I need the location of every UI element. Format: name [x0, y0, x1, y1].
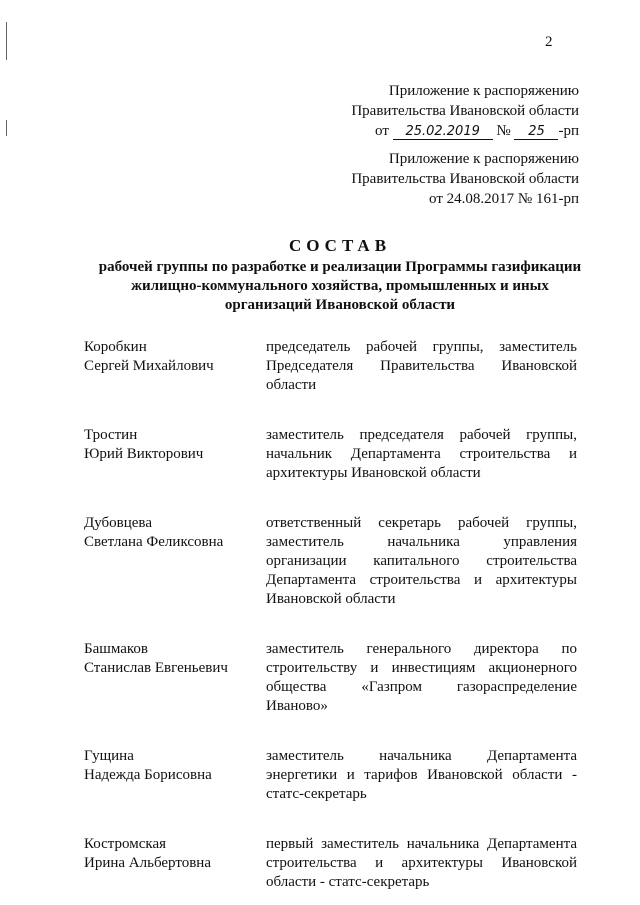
member-given-name: Юрий Викторович: [84, 446, 204, 462]
annex-line: Приложение к распоряжению: [388, 83, 579, 99]
member-given-name: Светлана Феликсовна: [84, 534, 224, 550]
subtitle-line: рабочей группы по разработке и реализации Программы газификации: [98, 259, 582, 275]
member-name: [84, 640, 266, 716]
annex-original-header: [351, 149, 579, 209]
member-given-name: Станислав Евгеньевич: [84, 660, 228, 676]
member-role: председатель рабочей группы, заместитель Председателя Правительства Ивановской области: [266, 339, 577, 393]
member-role: заместитель начальника Департамента энергетики и тарифов Ивановской области - статс-секретарь: [266, 748, 577, 802]
from-label: от: [375, 123, 389, 139]
member-name: [84, 514, 266, 609]
member-role: заместитель председателя рабочей группы, начальник Департамента строительства и архитектуры Ивановской области: [266, 427, 577, 481]
member-name: [84, 426, 266, 483]
member-row: [84, 514, 577, 609]
document-title-block: [40, 236, 640, 315]
member-given-name: Ирина Альбертовна: [84, 855, 211, 871]
member-surname: Гущина: [84, 748, 134, 764]
member-surname: Тростин: [84, 427, 138, 443]
member-surname: Коробкин: [84, 339, 147, 355]
subtitle-line: жилищно-коммунального хозяйства, промышленных и иных: [131, 278, 549, 294]
handwritten-date: 25.02.2019: [393, 124, 493, 140]
subtitle-line: организаций Ивановской области: [224, 297, 456, 313]
member-row: [84, 835, 577, 892]
member-role: ответственный секретарь рабочей группы, заместитель начальника управления организации капитального строительства Департамента строительства и архитектуры Ивановской области: [266, 515, 577, 607]
annex-line: Правительства Ивановской области: [351, 171, 579, 187]
member-surname: Костромская: [84, 836, 167, 852]
annex-current-header: [351, 81, 579, 141]
member-surname: Башмаков: [84, 641, 148, 657]
member-row: [84, 426, 577, 483]
member-role: заместитель генерального директора по строительству и инвестициям акционерного общества «Газпром газораспределение Иваново»: [266, 641, 577, 714]
member-row: [84, 338, 577, 395]
annex-date-line: [351, 121, 579, 141]
member-row: [84, 747, 577, 804]
document-title: СОСТАВ: [288, 236, 392, 255]
member-surname: Дубовцева: [84, 515, 152, 531]
scan-edge-mark: [6, 120, 7, 136]
annex-line: Приложение к распоряжению: [388, 151, 579, 167]
member-given-name: Надежда Борисовна: [84, 767, 212, 783]
annex-line: Правительства Ивановской области: [351, 103, 579, 119]
scan-edge-mark: [6, 22, 7, 60]
member-given-name: Сергей Михайлович: [84, 358, 214, 374]
page-number: 2: [545, 34, 553, 50]
member-role: первый заместитель начальника Департамента строительства и архитектуры Ивановской области - статс-секретарь: [266, 836, 577, 890]
document-subtitle: [40, 258, 640, 315]
member-list: [84, 338, 577, 892]
member-name: [84, 338, 266, 395]
number-label: №: [496, 123, 511, 139]
handwritten-number: 25: [514, 124, 558, 140]
member-row: [84, 640, 577, 716]
number-suffix: -рп: [558, 123, 579, 139]
member-name: [84, 747, 266, 804]
member-name: [84, 835, 266, 892]
annex-line: от 24.08.2017 № 161-рп: [429, 191, 579, 207]
